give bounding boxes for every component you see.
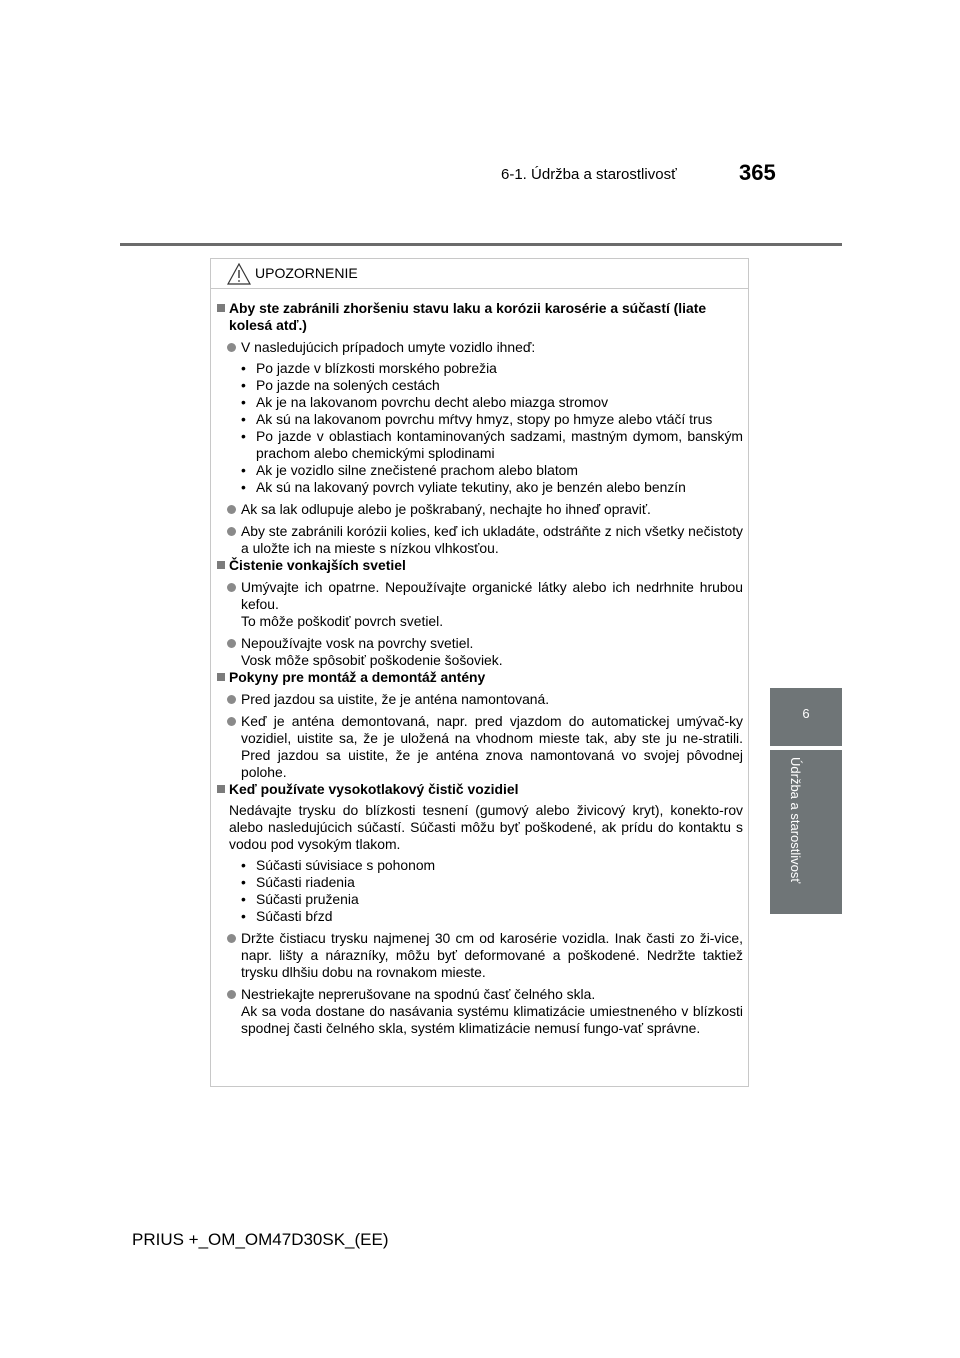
header-divider xyxy=(120,243,842,246)
list-item: Umývajte ich opatrne. Nepoužívajte organické látky alebo ich nedrhnite hrubou kefou. To môže poškodiť povrch svetiel. xyxy=(217,579,743,630)
bullet-item: • Súčasti súvisiace s pohonom xyxy=(229,857,743,874)
list-item: Nestriekajte neprerušovane na spodnú časť čelného skla. Ak sa voda dostane do nasávania systému klimatizácie umiestneného v blízkosti spodnej časti čelného skla, systém klimatizácie nemusí fungo-vať správne. xyxy=(217,986,743,1037)
warning-content xyxy=(217,300,743,1037)
square-bullet-icon xyxy=(217,673,225,681)
document-id: PRIUS +_OM_OM47D30SK_(EE) xyxy=(132,1230,389,1249)
circle-bullet-icon xyxy=(227,505,236,514)
square-bullet-icon xyxy=(217,561,225,569)
circle-bullet-icon xyxy=(227,583,236,592)
bullet-item: • Súčasti pruženia xyxy=(229,891,743,908)
bullet-item: • Ak sú na lakovaný povrch vyliate tekutiny, ako je benzén alebo benzín xyxy=(229,479,743,496)
chapter-title: Údržba a starostlivosť xyxy=(788,757,803,884)
circle-bullet-icon xyxy=(227,934,236,943)
circle-bullet-icon xyxy=(227,717,236,726)
list-item: V nasledujúcich prípadoch umyte vozidlo ihneď: xyxy=(217,339,743,356)
circle-bullet-icon xyxy=(227,639,236,648)
circle-bullet-icon xyxy=(227,527,236,536)
warning-triangle-icon xyxy=(227,263,251,285)
section-heading: Keď používate vysokotlakový čistič vozidiel xyxy=(217,781,743,798)
chapter-number: 6 xyxy=(802,706,810,721)
bullet-item: • Po jazde na solených cestách xyxy=(229,377,743,394)
bullet-item: • Po jazde v oblastiach kontaminovaných sadzami, mastným dymom, banským prachom alebo chemickými splodinami xyxy=(229,428,743,462)
list-item: Keď je anténa demontovaná, napr. pred vjazdom do automatickej umývač-ky vozidiel, uistite sa, že je uložená na vhodnom mieste tak, aby ste ju ne-stratili. Pred jazdou sa uistite, že je anténa znova namontovaná vo svojej pôvodnej polohe. xyxy=(217,713,743,781)
bullet-item: • Ak je na lakovanom povrchu decht alebo miazga stromov xyxy=(229,394,743,411)
bullet-item: • Súčasti riadenia xyxy=(229,874,743,891)
section-title: 6-1. Údržba a starostlivosť xyxy=(501,166,677,183)
section-heading: Čistenie vonkajších svetiel xyxy=(217,557,743,574)
section-heading: Aby ste zabránili zhoršeniu stavu laku a korózii karosérie a súčastí (liate kolesá atď.) xyxy=(217,300,743,334)
bullet-item: • Ak sú na lakovanom povrchu mŕtvy hmyz, stopy po hmyze alebo vtáčí trus xyxy=(229,411,743,428)
section-heading: Pokyny pre montáž a demontáž antény xyxy=(217,669,743,686)
bullet-list xyxy=(229,360,743,496)
page-number: 365 xyxy=(739,160,776,185)
chapter-tab[interactable] xyxy=(770,688,842,746)
warning-header xyxy=(211,259,748,289)
circle-bullet-icon xyxy=(227,695,236,704)
list-item: Aby ste zabránili korózii kolies, keď ich ukladáte, odstráňte z nich všetky nečistoty a uložte ich na mieste s nízkou vlhkosťou. xyxy=(217,523,743,557)
bullet-item: • Ak je vozidlo silne znečistené prachom alebo blatom xyxy=(229,462,743,479)
paragraph: Nedávajte trysku do blízkosti tesnení (gumový alebo živicový kryt), konekto-rov alebo nasledujúcich súčastí. Súčasti môžu byť poškodené, ak prídu do kontaktu s vodou pod vysokým tlakom. xyxy=(229,802,743,852)
square-bullet-icon xyxy=(217,785,225,793)
list-item: Držte čistiacu trysku najmenej 30 cm od karosérie vozidla. Inak časti zo ži-vice, napr. lišty a nárazníky, môžu byť deformované a poškodené. Nedržte taktiež trysku dlhšiu dobu na rovnakom mieste. xyxy=(217,930,743,981)
list-item: Ak sa lak odlupuje alebo je poškrabaný, nechajte ho ihneď opraviť. xyxy=(217,501,743,518)
chapter-side-bar xyxy=(770,750,842,914)
square-bullet-icon xyxy=(217,304,225,312)
circle-bullet-icon xyxy=(227,990,236,999)
bullet-item: • Súčasti bŕzd xyxy=(229,908,743,925)
warning-title: UPOZORNENIE xyxy=(255,265,358,281)
bullet-item: • Po jazde v blízkosti morského pobrežia xyxy=(229,360,743,377)
bullet-list xyxy=(229,857,743,925)
list-item: Pred jazdou sa uistite, že je anténa namontovaná. xyxy=(217,691,743,708)
list-item: Nepoužívajte vosk na povrchy svetiel. Vosk môže spôsobiť poškodenie šošoviek. xyxy=(217,635,743,669)
circle-bullet-icon xyxy=(227,343,236,352)
